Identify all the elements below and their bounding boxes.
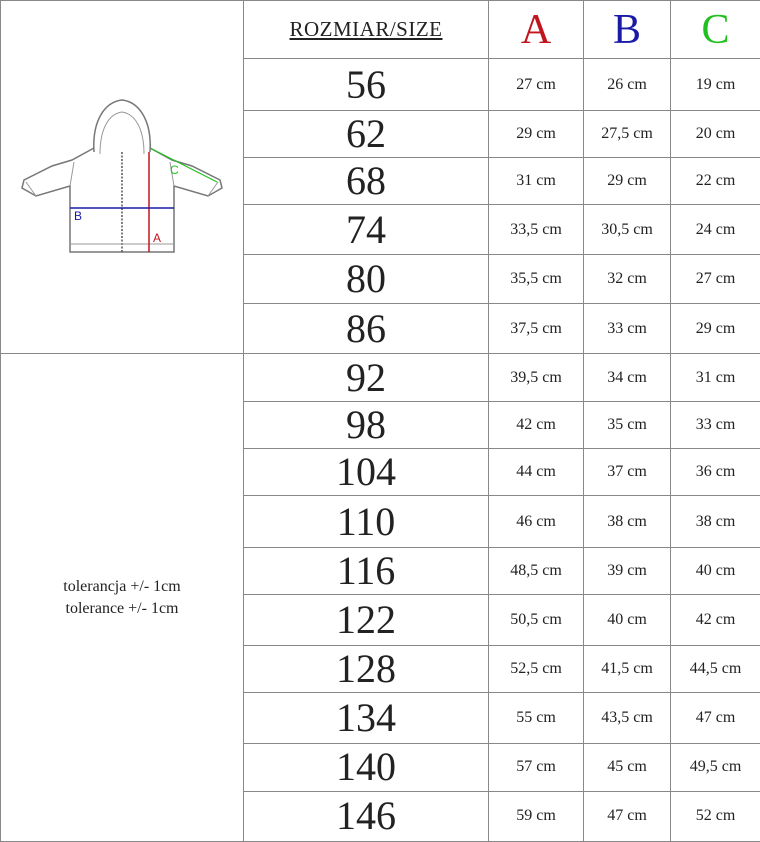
column-c-header: C [671,1,760,59]
measure-b-value: 26 cm [584,59,671,110]
size-value: 116 [244,547,489,594]
measure-c-value: 52 cm [671,791,760,842]
column-a-header: A [489,1,584,59]
measure-a-value: 39,5 cm [489,354,584,401]
measure-b-value: 35 cm [584,401,671,448]
size-value: 62 [244,110,489,157]
size-value: 110 [244,496,489,547]
table-row [1,354,760,401]
label-b: B [74,209,83,224]
tolerance-line1: tolerancja +/- 1cm [63,577,181,595]
measure-a-value: 48,5 cm [489,547,584,594]
measure-a-value: 42 cm [489,401,584,448]
measure-b-value: 30,5 cm [584,205,671,254]
size-value: 74 [244,205,489,254]
measure-b-value: 43,5 cm [584,692,671,743]
measure-c-value: 47 cm [671,692,760,743]
hoodie-diagram-icon [12,92,232,262]
size-value: 122 [244,595,489,646]
measure-a-value: 46 cm [489,496,584,547]
hoodie-illustration-cell [1,1,244,354]
measure-c-value: 44,5 cm [671,646,760,692]
size-value: 128 [244,646,489,692]
size-value: 68 [244,158,489,205]
size-value: 146 [244,791,489,842]
label-a: A [153,231,162,246]
tolerance-line2: tolerance +/- 1cm [65,599,179,617]
measure-b-value: 47 cm [584,791,671,842]
measure-c-value: 24 cm [671,205,760,254]
measure-b-value: 37 cm [584,449,671,496]
measure-c-value: 49,5 cm [671,744,760,791]
measure-a-value: 44 cm [489,449,584,496]
measure-c-value: 29 cm [671,304,760,354]
measure-c-value: 40 cm [671,547,760,594]
size-value: 98 [244,401,489,448]
measure-c-value: 27 cm [671,254,760,303]
measure-c-value: 31 cm [671,354,760,401]
measure-c-value: 38 cm [671,496,760,547]
measure-a-value: 57 cm [489,744,584,791]
measure-a-value: 55 cm [489,692,584,743]
measure-b-value: 39 cm [584,547,671,594]
measure-b-value: 38 cm [584,496,671,547]
measure-a-value: 29 cm [489,110,584,157]
measure-a-value: 37,5 cm [489,304,584,354]
measure-a-value: 50,5 cm [489,595,584,646]
size-value: 80 [244,254,489,303]
measure-a-value: 59 cm [489,791,584,842]
size-value: 134 [244,692,489,743]
measure-a-value: 27 cm [489,59,584,110]
label-c: C [170,163,179,178]
measure-b-value: 32 cm [584,254,671,303]
measure-a-value: 52,5 cm [489,646,584,692]
size-value: 92 [244,354,489,401]
size-value: 140 [244,744,489,791]
tolerance-note [1,354,244,842]
size-value: 104 [244,449,489,496]
measure-c-value: 42 cm [671,595,760,646]
measure-b-value: 41,5 cm [584,646,671,692]
measure-a-value: 35,5 cm [489,254,584,303]
measure-c-value: 19 cm [671,59,760,110]
measure-b-value: 34 cm [584,354,671,401]
measure-b-value: 40 cm [584,595,671,646]
size-column-header: ROZMIAR/SIZE [244,1,489,59]
measure-c-value: 36 cm [671,449,760,496]
column-b-header: B [584,1,671,59]
measure-c-value: 20 cm [671,110,760,157]
header-row [1,1,760,59]
size-value: 86 [244,304,489,354]
measure-c-value: 33 cm [671,401,760,448]
size-value: 56 [244,59,489,110]
measure-b-value: 45 cm [584,744,671,791]
measure-a-value: 31 cm [489,158,584,205]
measure-b-value: 33 cm [584,304,671,354]
measure-a-value: 33,5 cm [489,205,584,254]
measure-c-value: 22 cm [671,158,760,205]
measure-b-value: 29 cm [584,158,671,205]
measure-b-value: 27,5 cm [584,110,671,157]
